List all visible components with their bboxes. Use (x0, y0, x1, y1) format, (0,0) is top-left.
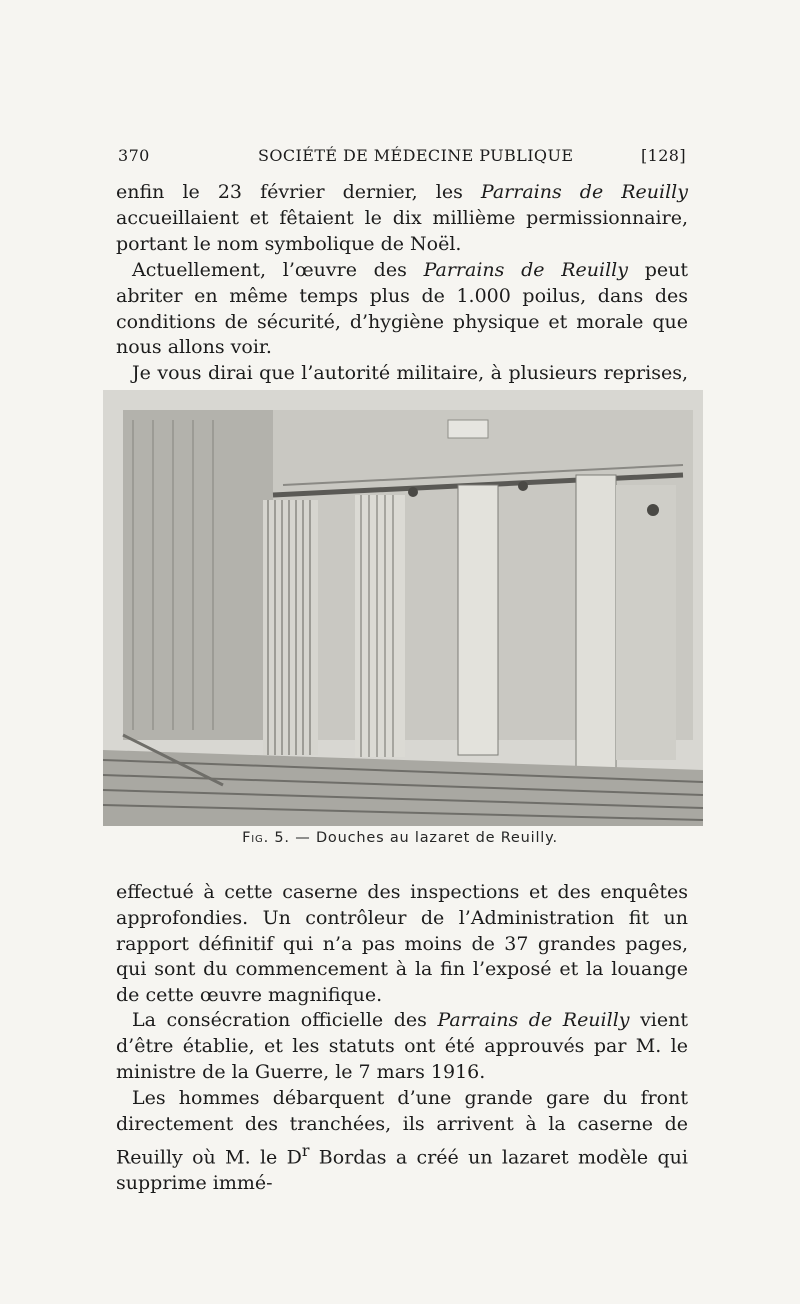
paragraph-6: Les hommes débarquent d’une grande gare du front directement des tranchées, ils arrivent à la caserne de Reuilly où M. le $D^r$ Bordas a créé un lazaret modèle qui supprime immé- (116, 1087, 688, 1194)
italic-parrains: Parrains de Reuilly (437, 1009, 630, 1031)
paragraph-5: La consécration officielle des Parrains de Reuilly vient d’être établie, et les statuts ont été approuvés par M. le ministre de la Guerre, le 7 mars 1916. (116, 1009, 688, 1083)
shower-stalls-photo (103, 390, 703, 826)
page-reference: [128] (640, 146, 686, 165)
running-title: SOCIÉTÉ DE MÉDECINE PUBLIQUE (258, 146, 574, 165)
paragraph-2: Actuellement, l’œuvre des Parrains de Reuilly peut abriter en même temps plus de 1.000 poilus, dans des conditions de sécurité, d’hygiène physique et morale que nous allons voir. (116, 259, 688, 359)
italic-parrains: Parrains de Reuilly (480, 181, 688, 203)
paragraph-3: Je vous dirai que l’autorité militaire, à plusieurs reprises, (132, 362, 688, 384)
paragraph-4: effectué à cette caserne des inspections et des enquêtes approfondies. Un contrôleur de l’Administration fit un rapport définitif qui n’a pas moins de 37 grandes pages, qui sont du commencement à la fin l’exposé et la louange de cette œuvre magnifique. (116, 881, 688, 1007)
caption-text: Douches au lazaret de Reuilly. (315, 830, 558, 846)
page-number: 370 (118, 146, 150, 165)
figure-photo-showers (103, 390, 703, 826)
figure-caption: Fig. 5. — Douches au lazaret de Reuilly. (242, 830, 558, 846)
figure-label: Fig. 5. (242, 830, 290, 846)
paragraph-1: enfin le 23 février dernier, les Parrains de Reuilly accueillaient et fêtaient le dix millième permissionnaire, portant le nom symbolique de Noël. (116, 181, 688, 255)
italic-parrains: Parrains de Reuilly (423, 259, 628, 281)
